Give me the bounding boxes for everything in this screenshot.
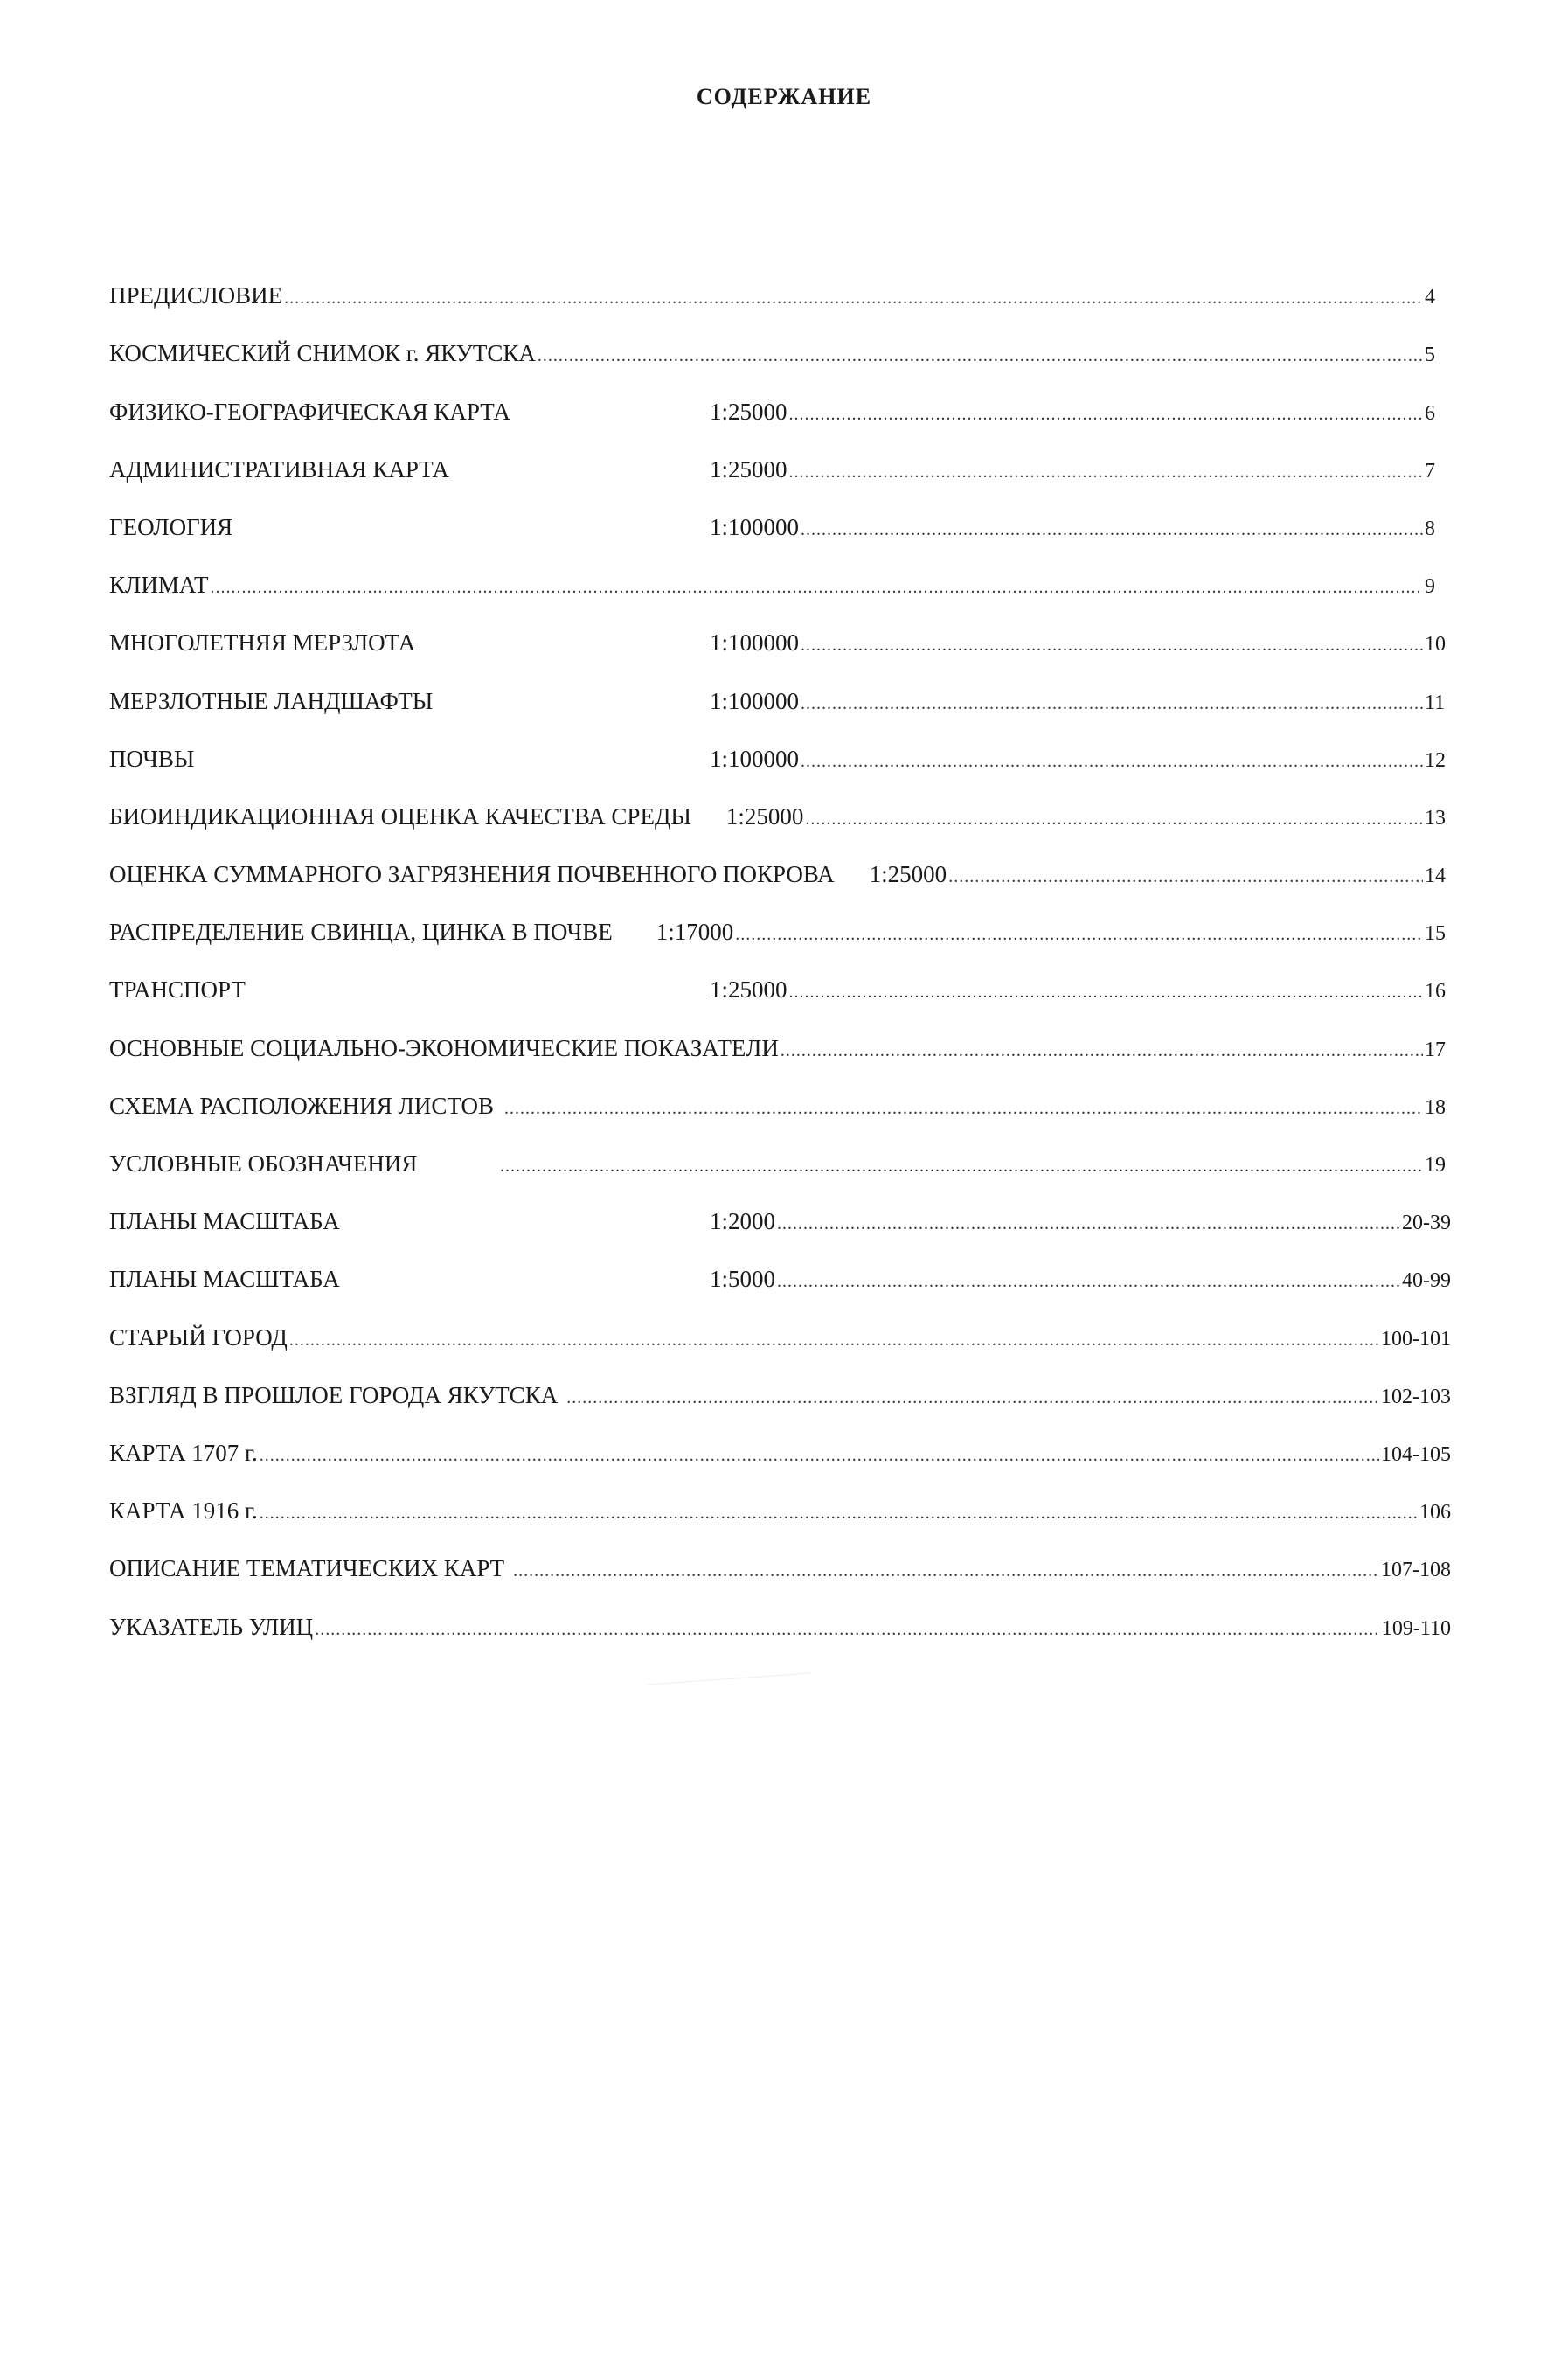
toc-row[interactable] xyxy=(109,329,1451,386)
table-of-contents xyxy=(109,271,1451,1660)
toc-entry-title: ПРЕДИСЛОВИЕ xyxy=(109,282,283,309)
toc-entry-title: СТАРЫЙ ГОРОД xyxy=(109,1323,288,1351)
toc-entry-title: КЛИМАТ xyxy=(109,572,209,599)
toc-row[interactable] xyxy=(109,445,1451,503)
toc-page-number: 15 xyxy=(1425,922,1446,946)
toc-scale: 1:5000 xyxy=(710,1266,776,1293)
dot-leader xyxy=(801,520,1423,540)
toc-row[interactable] xyxy=(109,271,1451,329)
toc-row[interactable] xyxy=(109,850,1451,907)
toc-row[interactable] xyxy=(109,734,1451,792)
dot-leader xyxy=(781,1041,1423,1061)
dot-leader xyxy=(260,1446,1379,1466)
toc-page-number: 10 xyxy=(1425,633,1446,657)
toc-row[interactable] xyxy=(109,1081,1451,1139)
toc-page-number: 40-99 xyxy=(1402,1269,1451,1293)
toc-page-number: 4 xyxy=(1425,286,1435,309)
toc-page-number: 20-39 xyxy=(1402,1212,1451,1235)
dot-leader xyxy=(504,1099,1423,1119)
toc-entry-title: АДМИНИСТРАТИВНАЯ КАРТА xyxy=(109,455,449,483)
toc-scale: 1:25000 xyxy=(710,455,787,483)
toc-row[interactable] xyxy=(109,503,1451,560)
toc-scale: 1:25000 xyxy=(725,802,804,830)
paper-crease xyxy=(646,1672,814,1719)
toc-page-number: 109-110 xyxy=(1381,1616,1451,1640)
toc-page-number: 19 xyxy=(1425,1154,1446,1177)
toc-scale: 1:25000 xyxy=(710,398,787,425)
toc-scale: 1:2000 xyxy=(710,1208,776,1235)
toc-page-number: 100-101 xyxy=(1381,1327,1451,1351)
dot-leader xyxy=(777,1272,1400,1292)
toc-scale: 1:25000 xyxy=(710,976,787,1004)
toc-entry-title: РАСПРЕДЕЛЕНИЕ СВИНЦА, ЦИНКА В ПОЧВЕ xyxy=(109,919,613,946)
toc-row[interactable] xyxy=(109,965,1451,1023)
toc-row[interactable] xyxy=(109,1601,1451,1659)
toc-page-number: 18 xyxy=(1425,1095,1446,1119)
toc-row[interactable] xyxy=(109,386,1451,444)
toc-entry-title: ПОЧВЫ xyxy=(109,745,195,772)
toc-entry-title: МЕРЗЛОТНЫЕ ЛАНДШАФТЫ xyxy=(109,687,434,714)
toc-row[interactable] xyxy=(109,676,1451,733)
toc-scale: 1:17000 xyxy=(656,919,734,946)
toc-entry-title: КОСМИЧЕСКИЙ СНИМОК г. ЯКУТСКА xyxy=(109,340,536,367)
toc-entry-title: ПЛАНЫ МАСШТАБА xyxy=(109,1208,340,1235)
dot-leader xyxy=(735,925,1423,945)
page-title: СОДЕРЖАНИЕ xyxy=(696,84,872,109)
toc-scale: 1:100000 xyxy=(710,629,800,657)
toc-entry-title: ФИЗИКО-ГЕОГРАФИЧЕСКАЯ КАРТА xyxy=(109,398,510,425)
toc-scale: 1:100000 xyxy=(710,513,800,540)
toc-page-number: 106 xyxy=(1419,1501,1451,1525)
toc-row[interactable] xyxy=(109,618,1451,676)
toc-row[interactable] xyxy=(109,1371,1451,1428)
toc-row[interactable] xyxy=(109,560,1451,618)
toc-scale: 1:100000 xyxy=(710,687,800,714)
dot-leader xyxy=(801,752,1423,772)
toc-page-number: 13 xyxy=(1425,806,1446,830)
toc-page-number: 14 xyxy=(1425,865,1446,888)
dot-leader xyxy=(500,1157,1423,1177)
dot-leader xyxy=(566,1388,1379,1408)
toc-row[interactable] xyxy=(109,1197,1451,1254)
dot-leader xyxy=(789,983,1423,1003)
toc-row[interactable] xyxy=(109,1023,1451,1080)
toc-entry-title: КАРТА 1916 г. xyxy=(109,1497,258,1525)
toc-row[interactable] xyxy=(109,907,1451,965)
toc-row[interactable] xyxy=(109,1139,1451,1197)
toc-row[interactable] xyxy=(109,792,1451,850)
toc-entry-title: СХЕМА РАСПОЛОЖЕНИЯ ЛИСТОВ xyxy=(109,1092,494,1119)
toc-scale: 1:100000 xyxy=(710,745,800,772)
toc-entry-title: ТРАНСПОРТ xyxy=(109,976,246,1004)
dot-leader xyxy=(789,462,1423,483)
toc-page-number: 5 xyxy=(1425,344,1435,367)
dot-leader xyxy=(513,1561,1379,1581)
dot-leader xyxy=(801,636,1423,656)
toc-page-number: 8 xyxy=(1425,517,1435,540)
dot-leader xyxy=(948,867,1423,887)
toc-entry-title: БИОИНДИКАЦИОННАЯ ОЦЕНКА КАЧЕСТВА СРЕДЫ xyxy=(109,802,691,830)
toc-page-number: 102-103 xyxy=(1381,1385,1451,1408)
dot-leader xyxy=(789,405,1423,425)
dot-leader xyxy=(210,578,1423,598)
toc-page-number: 17 xyxy=(1425,1038,1446,1061)
toc-entry-title: ПЛАНЫ МАСШТАБА xyxy=(109,1266,340,1293)
toc-entry-title: ОПИСАНИЕ ТЕМАТИЧЕСКИХ КАРТ xyxy=(109,1555,505,1582)
toc-entry-title: ОСНОВНЫЕ СОЦИАЛЬНО-ЭКОНОМИЧЕСКИЕ ПОКАЗАТЕЛИ xyxy=(109,1034,779,1061)
toc-page-number: 12 xyxy=(1425,748,1446,772)
toc-row[interactable] xyxy=(109,1428,1451,1486)
toc-page-number: 6 xyxy=(1425,401,1435,425)
toc-entry-title: УСЛОВНЫЕ ОБОЗНАЧЕНИЯ xyxy=(109,1150,418,1177)
toc-entry-title: ВЗГЛЯД В ПРОШЛОЕ ГОРОДА ЯКУТСКА xyxy=(109,1381,559,1408)
toc-row[interactable] xyxy=(109,1312,1451,1370)
dot-leader xyxy=(805,809,1423,830)
toc-page-number: 104-105 xyxy=(1381,1442,1451,1466)
dot-leader xyxy=(260,1504,1418,1524)
dot-leader xyxy=(777,1214,1400,1234)
toc-row[interactable] xyxy=(109,1254,1451,1312)
toc-entry-title: КАРТА 1707 г. xyxy=(109,1439,258,1466)
dot-leader xyxy=(289,1330,1379,1351)
dot-leader xyxy=(801,694,1423,714)
dot-leader xyxy=(315,1620,1380,1640)
toc-entry-title: МНОГОЛЕТНЯЯ МЕРЗЛОТА xyxy=(109,629,416,657)
toc-entry-title: ГЕОЛОГИЯ xyxy=(109,513,233,540)
toc-row[interactable] xyxy=(109,1544,1451,1601)
toc-page-number: 11 xyxy=(1425,691,1446,714)
toc-page-number: 16 xyxy=(1425,980,1446,1004)
toc-page-number: 7 xyxy=(1425,459,1435,483)
toc-page-number: 9 xyxy=(1425,575,1435,599)
toc-entry-title: УКАЗАТЕЛЬ УЛИЦ xyxy=(109,1613,314,1640)
dot-leader xyxy=(538,346,1423,366)
dot-leader xyxy=(284,288,1423,309)
toc-scale: 1:25000 xyxy=(869,861,947,888)
toc-entry-title: ОЦЕНКА СУММАРНОГО ЗАГРЯЗНЕНИЯ ПОЧВЕННОГО ПОКРОВА xyxy=(109,861,835,888)
toc-page-number: 107-108 xyxy=(1381,1559,1451,1582)
toc-row[interactable] xyxy=(109,1486,1451,1544)
